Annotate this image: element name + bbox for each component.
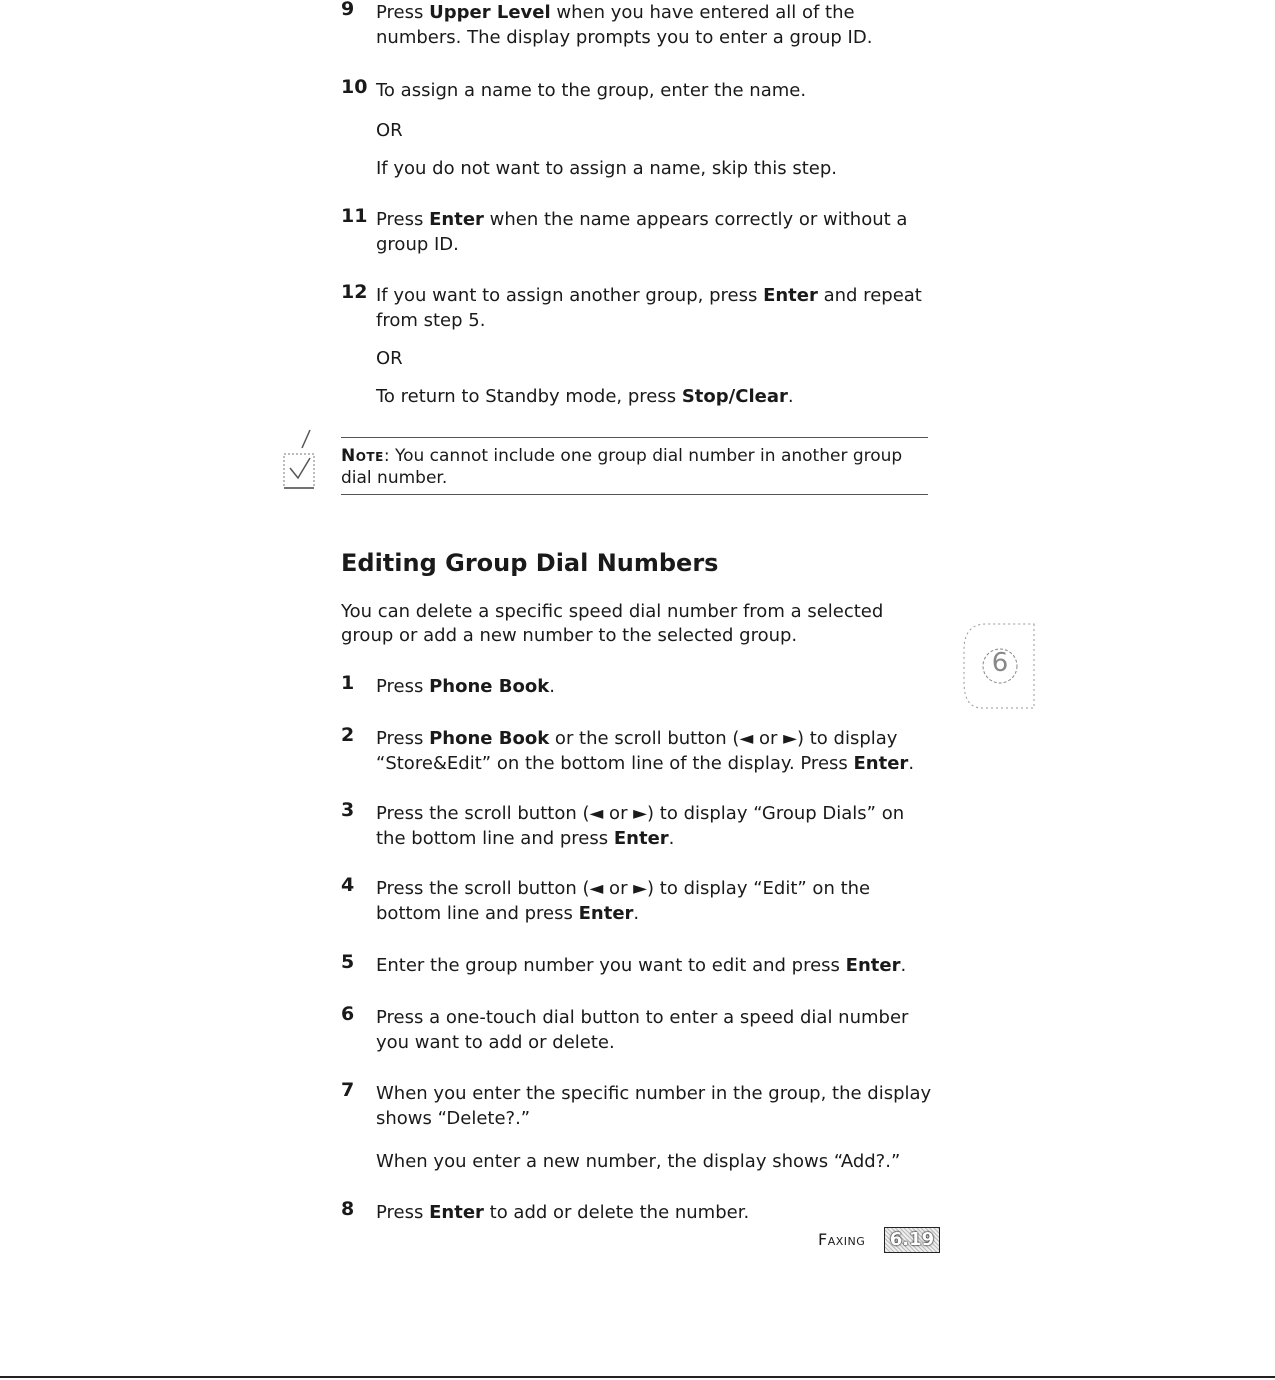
step-keyword: Enter <box>578 903 634 924</box>
note-body: : You cannot include one group dial number in another group dial number. <box>341 446 903 488</box>
step-number: 5 <box>341 951 355 973</box>
step-keyword: Stop/Clear <box>681 386 788 407</box>
step-text <box>376 1200 936 1225</box>
step-text-run: Press the scroll button (◄ or ►) to display “Edit” on the bottom line and press <box>376 878 871 924</box>
step-text-run: To return to Standby mode, press <box>376 386 682 407</box>
bottom-border <box>0 1376 1275 1378</box>
step-text-run: Press <box>376 728 430 749</box>
step-continuation <box>376 156 936 181</box>
section-intro: You can delete a specific speed dial number from a selected group or add a new number to the selected group. <box>341 601 884 646</box>
step-text <box>376 0 936 50</box>
step-text-run: to add or delete the number. <box>483 1202 750 1223</box>
step-keyword: Enter <box>853 753 909 774</box>
step-text-run: Press <box>376 1202 430 1223</box>
step-text-run: To assign a name to the group, enter the name. <box>376 80 807 101</box>
step-number: 2 <box>341 724 355 746</box>
step-continuation <box>376 384 936 409</box>
note-pencil-icon <box>280 428 320 492</box>
step-text <box>376 283 936 333</box>
step-number: 9 <box>341 0 355 20</box>
step-continuation <box>376 346 936 371</box>
footer-section-label: Faxing <box>818 1230 866 1249</box>
note-keyword: Note <box>341 446 384 466</box>
step-number: 12 <box>341 281 368 303</box>
step-text-run: and repeat from step 5. <box>376 285 922 331</box>
step-text-run: Press <box>376 209 430 230</box>
step-text <box>376 674 936 699</box>
step-keyword: Enter <box>429 209 484 230</box>
step-text <box>376 726 936 776</box>
step-text-run: Enter the group number you want to edit and press <box>376 955 846 976</box>
step-continuation <box>376 1149 936 1174</box>
step-text <box>376 953 936 978</box>
step-keyword: Phone Book <box>429 676 550 697</box>
step-keyword: Enter <box>845 955 901 976</box>
step-continuation <box>376 118 936 143</box>
step-text-run: . <box>668 828 675 849</box>
chapter-tab <box>962 622 1036 710</box>
step-number: 10 <box>341 76 368 98</box>
step-text-run: Press <box>376 676 430 697</box>
note-text <box>341 445 921 489</box>
step-text-run: OR <box>376 120 403 141</box>
step-text <box>376 207 936 257</box>
step-number: 6 <box>341 1003 355 1025</box>
step-text-run: Press <box>376 2 430 23</box>
step-text-run: . <box>908 753 915 774</box>
step-text-run: . <box>633 903 640 924</box>
step-keyword: Enter <box>429 1202 484 1223</box>
note-top-rule <box>341 437 928 438</box>
step-text-run: Press the scroll button (◄ or ►) to display “Group Dials” on the bottom line and press <box>376 803 905 849</box>
step-text <box>376 78 936 103</box>
step-number: 4 <box>341 874 355 896</box>
note-bottom-rule <box>341 494 928 495</box>
step-text <box>376 801 936 851</box>
step-keyword: Enter <box>613 828 669 849</box>
step-number: 7 <box>341 1079 355 1101</box>
step-text-run: . <box>549 676 555 697</box>
step-text-run: . <box>787 386 794 407</box>
step-text-run: when you have entered all of the numbers. The display prompts you to enter a group ID. <box>376 2 873 48</box>
step-keyword: Enter <box>763 285 818 306</box>
page-number: 6.19 <box>884 1227 940 1253</box>
section-heading: Editing Group Dial Numbers <box>341 549 719 577</box>
step-text <box>376 1005 936 1055</box>
step-number: 3 <box>341 799 355 821</box>
step-text-run: . <box>900 955 907 976</box>
step-number: 11 <box>341 205 368 227</box>
step-text-run: If you want to assign another group, press <box>376 285 764 306</box>
step-text-run: or the scroll button (◄ or ►) to display “Store&Edit” on the bottom line of the display. Press <box>376 728 898 774</box>
step-text <box>376 876 936 926</box>
step-text-run: If you do not want to assign a name, skip this step. <box>376 158 838 179</box>
step-number: 1 <box>341 672 355 694</box>
step-text-run: Press a one-touch dial button to enter a speed dial number you want to add or delete. <box>376 1007 909 1053</box>
step-number: 8 <box>341 1198 355 1220</box>
step-text-run: when the name appears correctly or without a group ID. <box>376 209 908 255</box>
step-keyword: Upper Level <box>429 2 551 23</box>
step-text-run: When you enter the specific number in the group, the display shows “Delete?.” <box>376 1083 932 1129</box>
step-text-run: OR <box>376 348 403 369</box>
chapter-number: 6 <box>991 648 1009 678</box>
step-text-run: When you enter a new number, the display shows “Add?.” <box>376 1151 901 1172</box>
step-text <box>376 1081 936 1131</box>
step-keyword: Phone Book <box>429 728 550 749</box>
